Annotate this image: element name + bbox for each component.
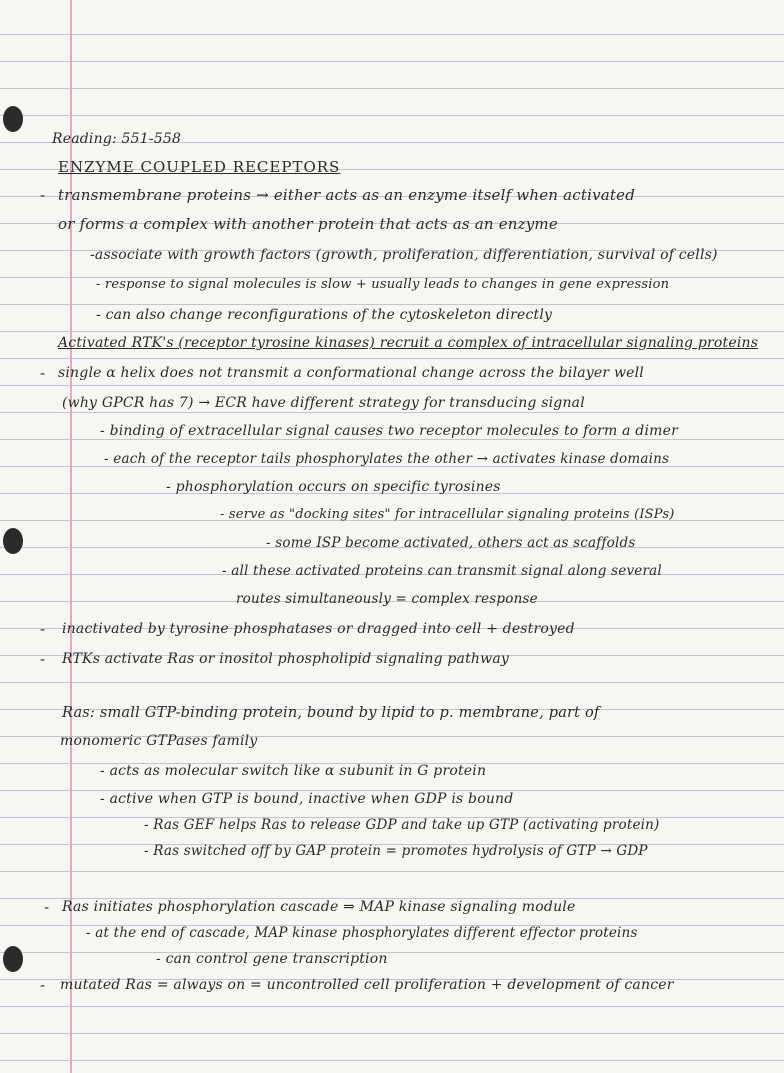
note-line: - serve as "docking sites" for intracellular signaling proteins (ISPs) bbox=[220, 507, 675, 522]
note-line: Ras initiates phosphorylation cascade ⇒ MAP kinase signaling module bbox=[62, 899, 576, 915]
note-line: mutated Ras = always on = uncontrolled cell proliferation + development of cancer bbox=[60, 977, 674, 993]
note-line: single α helix does not transmit a conformational change across the bilayer well bbox=[58, 365, 644, 381]
section-heading: ENZYME COUPLED RECEPTORS bbox=[58, 158, 341, 176]
note-line: monomeric GTPases family bbox=[60, 733, 258, 749]
note-line: - Ras switched off by GAP protein = promotes hydrolysis of GTP → GDP bbox=[144, 843, 648, 859]
note-line: Ras: small GTP-binding protein, bound by lipid to p. membrane, part of bbox=[62, 705, 600, 721]
reading-line: Reading: 551-558 bbox=[52, 131, 182, 147]
note-line: (why GPCR has 7) → ECR have different strategy for transducing signal bbox=[62, 395, 585, 411]
note-line: - active when GTP is bound, inactive when GDP is bound bbox=[100, 791, 514, 807]
note-line: routes simultaneously = complex response bbox=[236, 591, 538, 607]
note-line: - some ISP become activated, others act as scaffolds bbox=[266, 535, 636, 551]
punch-hole bbox=[3, 946, 23, 972]
note-line: - at the end of cascade, MAP kinase phosphorylates different effector proteins bbox=[86, 925, 638, 941]
bullet-dash: - bbox=[40, 620, 46, 638]
note-line: - phosphorylation occurs on specific tyrosines bbox=[166, 479, 501, 495]
note-line: or forms a complex with another protein that acts as an enzyme bbox=[58, 215, 558, 233]
note-line: - can control gene transcription bbox=[156, 951, 388, 967]
bullet-dash: - bbox=[40, 364, 46, 382]
note-line: - can also change reconfigurations of the cytoskeleton directly bbox=[96, 307, 553, 323]
note-line: - binding of extracellular signal causes two receptor molecules to form a dimer bbox=[100, 423, 678, 439]
bullet-dash: - bbox=[40, 186, 46, 204]
note-line: - response to signal molecules is slow + usually leads to changes in gene expression bbox=[96, 277, 670, 292]
note-line: inactivated by tyrosine phosphatases or dragged into cell + destroyed bbox=[62, 621, 575, 637]
subheading: Activated RTK's (receptor tyrosine kinases) recruit a complex of intracellular signaling proteins bbox=[58, 335, 759, 351]
note-line: -associate with growth factors (growth, proliferation, differentiation, survival of cells) bbox=[90, 247, 718, 263]
note-line: RTKs activate Ras or inositol phospholipid signaling pathway bbox=[62, 651, 509, 667]
note-line: - Ras GEF helps Ras to release GDP and take up GTP (activating protein) bbox=[144, 817, 660, 833]
bullet-dash: - bbox=[40, 976, 46, 994]
punch-hole bbox=[3, 106, 23, 132]
note-line: - all these activated proteins can transmit signal along several bbox=[222, 563, 662, 579]
note-line: - acts as molecular switch like α subunit in G protein bbox=[100, 763, 487, 779]
bullet-dash: - bbox=[40, 650, 46, 668]
note-line: transmembrane proteins → either acts as an enzyme itself when activated bbox=[58, 186, 636, 204]
punch-hole bbox=[3, 528, 23, 554]
bullet-dash: - bbox=[44, 898, 50, 916]
note-line: - each of the receptor tails phosphorylates the other → activates kinase domains bbox=[104, 451, 670, 467]
